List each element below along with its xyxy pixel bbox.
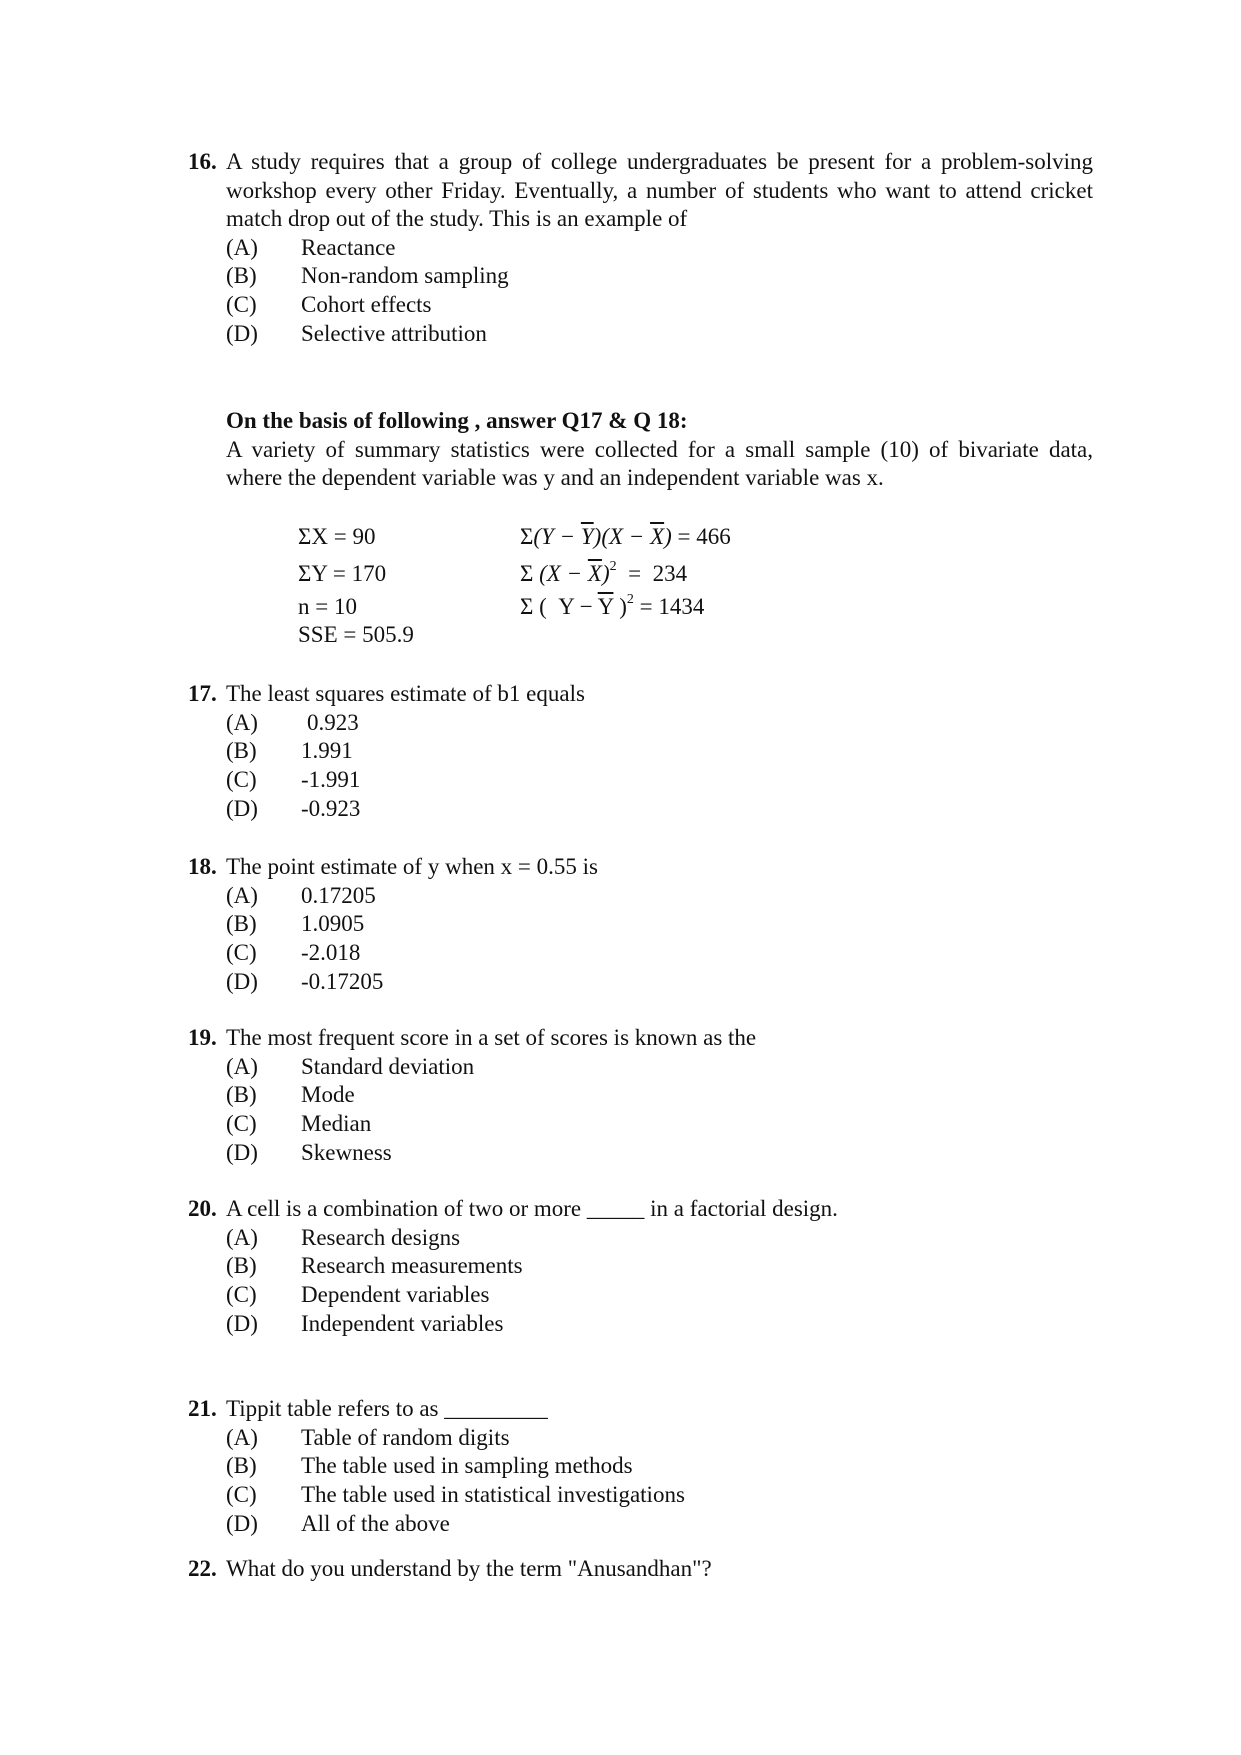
stat-n: n = 10 <box>298 594 357 619</box>
question-number: 17. <box>188 681 217 706</box>
option-text: -1.991 <box>301 766 361 792</box>
question-stem <box>188 1395 1093 1424</box>
question-19 <box>188 1024 1093 1167</box>
option-text: -2.018 <box>301 939 361 965</box>
option-letter: (B) <box>226 263 257 289</box>
option-b[interactable] <box>226 1081 1093 1110</box>
option-text: -0.923 <box>301 795 361 821</box>
option-d[interactable] <box>226 795 1093 824</box>
option-d[interactable] <box>226 1510 1093 1539</box>
question-number: 22. <box>188 1556 217 1581</box>
option-list <box>226 1424 1093 1539</box>
option-letter: (A) <box>226 709 258 735</box>
question-text: What do you understand by the term "Anusandhan"? <box>226 1556 712 1581</box>
option-d[interactable] <box>226 1139 1093 1168</box>
option-letter: (C) <box>226 1110 257 1136</box>
option-text: Research designs <box>301 1224 461 1250</box>
question-16 <box>188 148 1093 348</box>
option-letter: (C) <box>226 291 257 317</box>
option-text: 1.991 <box>301 738 353 764</box>
option-letter: (B) <box>226 1253 257 1279</box>
question-stem <box>188 680 1093 709</box>
stat-sxx: Σ $(X - \overline{X})^2 = 234$ <box>520 559 688 586</box>
stat-sxx-value: 234 <box>652 561 688 586</box>
option-text: The table used in sampling methods <box>301 1453 633 1479</box>
stat-sxy: $\Sigma(Y - \overline{Y})(X - \overline{X}) = 466$ <box>520 524 731 549</box>
option-d[interactable] <box>226 968 1093 997</box>
question-stem <box>188 1195 1093 1224</box>
question-text: A cell is a combination of two or more _____ in a factorial design. <box>226 1196 838 1221</box>
stat-sum-y: ΣY = 170 <box>298 561 387 586</box>
option-letter: (B) <box>226 911 257 937</box>
question-number: 21. <box>188 1396 217 1421</box>
question-number: 19. <box>188 1025 217 1050</box>
question-stem <box>188 1024 1093 1053</box>
option-b[interactable] <box>226 262 1093 291</box>
option-letter: (C) <box>226 1281 257 1307</box>
option-text: Mode <box>301 1082 355 1108</box>
option-list <box>226 882 1093 997</box>
option-c[interactable] <box>226 1110 1093 1139</box>
question-stem <box>188 148 1093 234</box>
question-number: 16. <box>188 149 217 174</box>
passage-heading: On the basis of following , answer Q17 & Q 18: <box>226 408 688 433</box>
stat-syy: Σ ( $Y - \overline{Y}$ )$^2$ = 1434 <box>520 592 705 619</box>
question-18 <box>188 853 1093 996</box>
question-20 <box>188 1195 1093 1338</box>
option-b[interactable] <box>226 1252 1093 1281</box>
question-number: 20. <box>188 1196 217 1221</box>
option-text: Reactance <box>301 234 396 260</box>
option-letter: (B) <box>226 1082 257 1108</box>
option-a[interactable] <box>226 709 1093 738</box>
stat-sse: SSE = 505.9 <box>298 622 414 647</box>
question-stem <box>188 853 1093 882</box>
option-c[interactable] <box>226 766 1093 795</box>
option-text: 1.0905 <box>301 911 365 937</box>
passage <box>226 407 1093 493</box>
option-b[interactable] <box>226 737 1093 766</box>
question-21 <box>188 1395 1093 1538</box>
option-letter: (D) <box>226 968 258 994</box>
option-a[interactable] <box>226 882 1093 911</box>
question-17 <box>188 680 1093 823</box>
option-letter: (D) <box>226 795 258 821</box>
option-letter: (B) <box>226 1453 257 1479</box>
option-letter: (D) <box>226 1139 258 1165</box>
question-stem <box>188 1555 1093 1584</box>
option-c[interactable] <box>226 1481 1093 1510</box>
option-list <box>226 709 1093 824</box>
option-letter: (C) <box>226 1481 257 1507</box>
option-c[interactable] <box>226 291 1093 320</box>
option-letter: (A) <box>226 882 258 908</box>
option-text: Skewness <box>301 1139 392 1165</box>
option-text: Selective attribution <box>301 320 487 346</box>
option-letter: (A) <box>226 234 258 260</box>
option-c[interactable] <box>226 939 1093 968</box>
option-b[interactable] <box>226 910 1093 939</box>
option-a[interactable] <box>226 1053 1093 1082</box>
option-a[interactable] <box>226 234 1093 263</box>
option-text: Standard deviation <box>301 1053 475 1079</box>
question-22 <box>188 1555 1093 1584</box>
question-text: The most frequent score in a set of scores is known as the <box>226 1025 757 1050</box>
option-letter: (A) <box>226 1224 258 1250</box>
option-text: -0.17205 <box>301 968 384 994</box>
option-a[interactable] <box>226 1224 1093 1253</box>
question-text: The point estimate of y when x = 0.55 is <box>226 854 598 879</box>
question-text: Tippit table refers to as _________ <box>226 1396 548 1421</box>
option-list <box>226 1224 1093 1339</box>
option-c[interactable] <box>226 1281 1093 1310</box>
passage-body: A variety of summary statistics were collected for a small sample (10) of bivariate data, where the dependent variable was y and an independent variable was x. <box>226 436 1093 490</box>
option-letter: (C) <box>226 766 257 792</box>
option-text: Median <box>301 1110 372 1136</box>
question-text: A study requires that a group of college undergraduates be present for a problem-solving workshop every other Friday. Eventually, a number of students who want to attend cricket match drop out of the study. This is an example of <box>226 149 1093 231</box>
option-letter: (A) <box>226 1424 258 1450</box>
option-b[interactable] <box>226 1452 1093 1481</box>
option-text: All of the above <box>301 1510 450 1536</box>
option-text: Cohort effects <box>301 291 432 317</box>
option-text: Research measurements <box>301 1253 523 1279</box>
option-list <box>226 1053 1093 1168</box>
question-text: The least squares estimate of b1 equals <box>226 681 585 706</box>
option-text: Non-random sampling <box>301 263 509 289</box>
option-text: 0.923 <box>307 709 359 735</box>
option-text: Independent variables <box>301 1310 504 1336</box>
option-letter: (D) <box>226 1510 258 1536</box>
option-letter: (D) <box>226 1310 258 1336</box>
stat-sxy-value: = 466 <box>677 524 731 549</box>
option-text: Dependent variables <box>301 1281 490 1307</box>
option-text: The table used in statistical investigations <box>301 1481 685 1507</box>
option-d[interactable] <box>226 1310 1093 1339</box>
option-d[interactable] <box>226 320 1093 349</box>
stat-syy-value: = 1434 <box>639 594 705 619</box>
option-text: 0.17205 <box>301 882 376 908</box>
question-number: 18. <box>188 854 217 879</box>
option-text: Table of random digits <box>301 1424 510 1450</box>
stat-sum-x: ΣX = 90 <box>298 524 376 549</box>
option-list <box>226 234 1093 349</box>
option-letter: (C) <box>226 939 257 965</box>
option-letter: (D) <box>226 320 258 346</box>
option-a[interactable] <box>226 1424 1093 1453</box>
option-letter: (A) <box>226 1053 258 1079</box>
option-letter: (B) <box>226 738 257 764</box>
